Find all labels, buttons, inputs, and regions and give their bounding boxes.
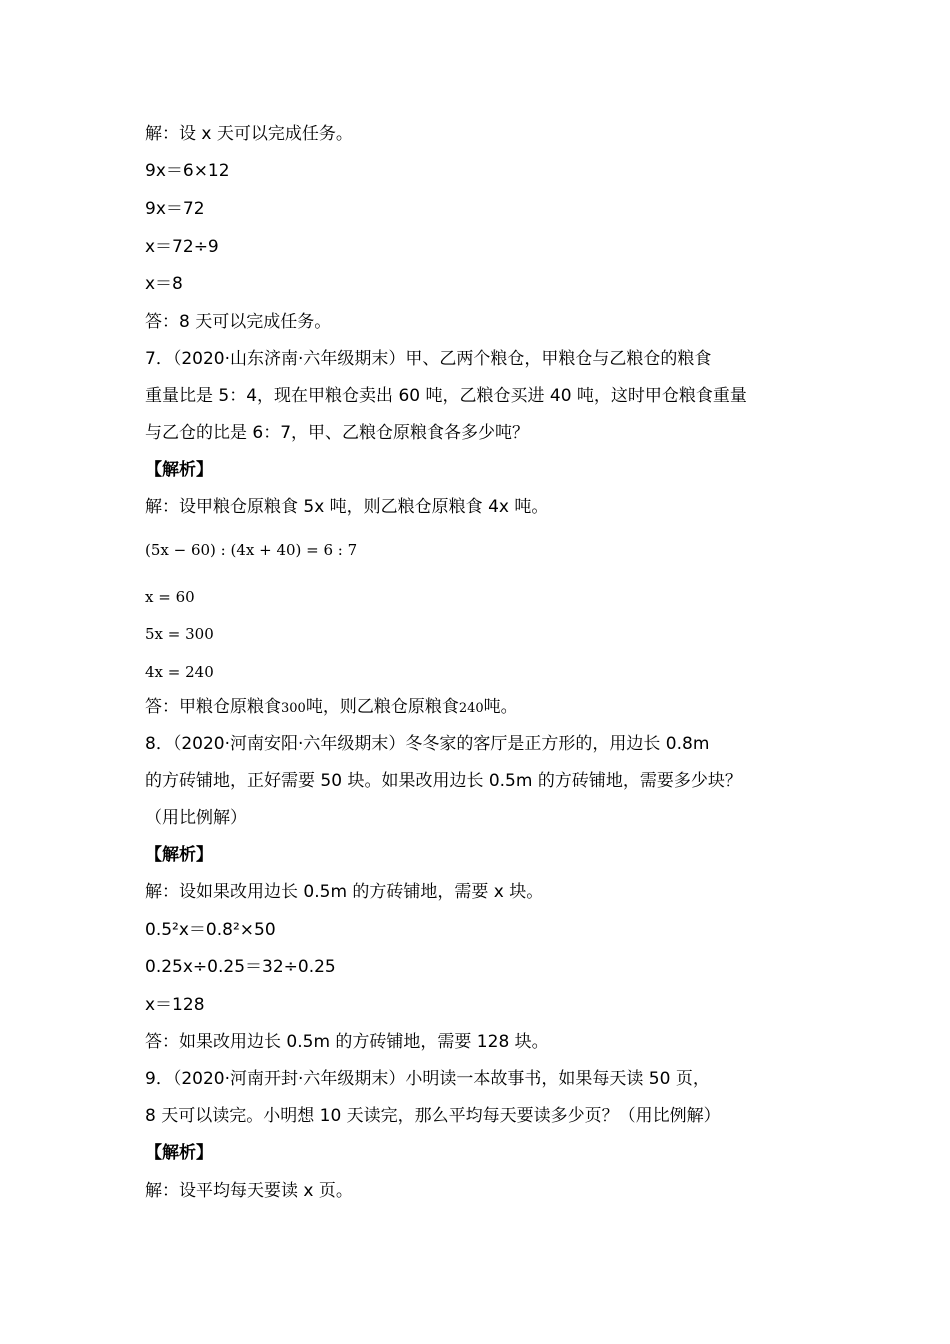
question-9-text: 9．（2020·河南开封·六年级期末）小明读一本故事书，如果每天读 50 页，	[145, 1069, 710, 1089]
solution-line: 解：设 x 天可以完成任务。	[145, 124, 353, 144]
answer-text: 吨，则乙粮仓原粮食	[305, 697, 459, 717]
analysis-heading: 【解析】	[145, 460, 213, 480]
answer-value: 300	[281, 701, 306, 716]
answer-value: 240	[458, 701, 484, 716]
solution-line: 解：设甲粮仓原粮食 5x 吨，则乙粮仓原粮食 4x 吨。	[145, 497, 549, 517]
analysis-heading: 【解析】	[145, 845, 213, 865]
solution-line: 解：设平均每天要读 x 页。	[145, 1181, 353, 1201]
answer-text: 吨。	[483, 697, 518, 717]
equation-line: x＝72÷9	[145, 237, 219, 257]
answer-text: 答：甲粮仓原粮食	[145, 697, 281, 717]
analysis-heading: 【解析】	[145, 1143, 213, 1163]
equation-line: x＝128	[145, 995, 205, 1015]
solution-line: 解：设如果改用边长 0.5m 的方砖铺地，需要 x 块。	[145, 882, 544, 902]
question-8-text: （用比例解）	[145, 808, 247, 828]
question-9-text: 8 天可以读完。小明想 10 天读完，那么平均每天要读多少页？（用比例解）	[145, 1106, 721, 1126]
equation-line: x＝8	[145, 274, 183, 294]
question-7-text: 与乙仓的比是 6：7，甲、乙粮仓原粮食各多少吨？	[145, 423, 530, 443]
math-equation: (5x − 60) : (4x + 40) = 6 : 7	[145, 541, 358, 559]
math-equation: x = 60	[145, 588, 195, 606]
equation-line: 9x＝6×12	[145, 161, 230, 181]
equation-line: 0.5²x＝0.8²×50	[145, 920, 276, 940]
question-7-text: 重量比是 5：4，现在甲粮仓卖出 60 吨，乙粮仓买进 40 吨，这时甲仓粮食重量	[145, 386, 747, 406]
equation-line: 0.25x÷0.25＝32÷0.25	[145, 957, 336, 977]
answer-line	[145, 695, 825, 721]
math-equation: 5x = 300	[145, 625, 214, 643]
question-7-text: 7．（2020·山东济南·六年级期末）甲、乙两个粮仓，甲粮仓与乙粮仓的粮食	[145, 349, 712, 369]
question-8-text: 8．（2020·河南安阳·六年级期末）冬冬家的客厅是正方形的，用边长 0.8m	[145, 734, 710, 754]
answer-line: 答：8 天可以完成任务。	[145, 312, 332, 332]
question-8-text: 的方砖铺地，正好需要 50 块。如果改用边长 0.5m 的方砖铺地，需要多少块？	[145, 771, 742, 791]
answer-line: 答：如果改用边长 0.5m 的方砖铺地，需要 128 块。	[145, 1032, 549, 1052]
equation-line: 9x＝72	[145, 199, 205, 219]
math-equation: 4x = 240	[145, 663, 214, 681]
